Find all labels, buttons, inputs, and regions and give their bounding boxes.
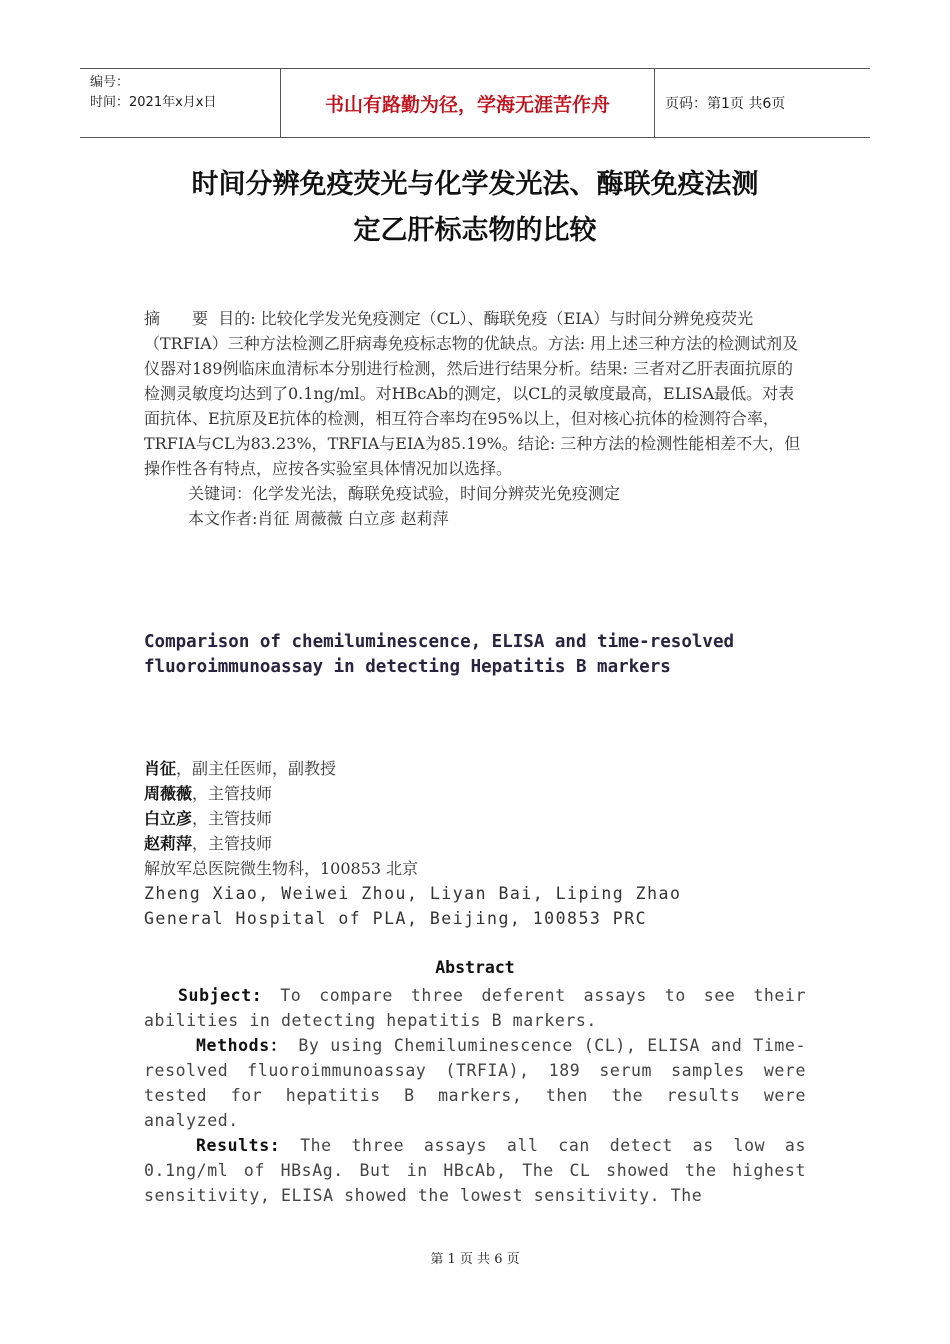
header-page-info: 页码：第1页 共6页 xyxy=(665,96,786,112)
header-meta xyxy=(80,69,280,137)
abstract-results xyxy=(144,1133,806,1208)
author-role: ，主管技师 xyxy=(192,784,273,803)
authors-cn-line: 本文作者:肖征 周薇薇 白立彦 赵莉萍 xyxy=(188,509,449,528)
page-footer: 第 1 页 共 6 页 xyxy=(430,1252,520,1267)
document-title xyxy=(80,162,870,254)
author-entry xyxy=(144,781,824,806)
results-label: Results: xyxy=(196,1136,281,1155)
methods-label: Methods： xyxy=(196,1036,288,1055)
subject-label: Subject: xyxy=(178,986,263,1005)
author-name: 肖征 xyxy=(144,759,177,778)
english-title-line-2: fluoroimmunoassay in detecting Hepatitis B markers xyxy=(144,657,671,677)
author-role: ，副主任医师，副教授 xyxy=(176,759,337,778)
english-title xyxy=(144,630,824,680)
author-entry xyxy=(144,756,824,781)
results-text: The three assays all can detect as low as 0.1ng/ml of HBsAg. But in HBcAb, The CL showed the highest sensitivity, ELISA showed the lowest sensitivity. The xyxy=(144,1136,806,1205)
author-role: ，主管技师 xyxy=(192,809,273,828)
author-entry xyxy=(144,831,824,856)
abstract-cn-label: 摘 要 xyxy=(144,309,209,328)
header-time: 时间：2021年x月x日 xyxy=(90,95,217,110)
subject-text: To compare three deferent assays to see their abilities in detecting hepatitis B markers. xyxy=(144,986,806,1030)
header-motto: 书山有路勤为径，学海无涯苦作舟 xyxy=(280,69,655,137)
affiliation-en: General Hospital of PLA, Beijing, 100853 PRC xyxy=(144,909,648,928)
english-title-line-1: Comparison of chemiluminescence, ELISA and time-resolved xyxy=(144,632,735,652)
title-line-2: 定乙肝标志物的比较 xyxy=(353,215,597,246)
page-header xyxy=(80,68,870,138)
english-abstract xyxy=(144,983,806,1208)
header-number: 编号： xyxy=(90,75,130,90)
abstract-methods xyxy=(144,1033,806,1133)
methods-text: By using Chemiluminescence (CL), ELISA and Time-resolved fluoroimmunoassay (TRFIA), 189 serum samples were tested for hepatitis B markers, then the results were analyzed. xyxy=(144,1036,806,1130)
chinese-abstract xyxy=(144,306,806,531)
affiliation-cn: 解放军总医院微生物科，100853 北京 xyxy=(144,859,419,878)
abstract-subject xyxy=(144,983,806,1033)
author-info xyxy=(144,756,824,931)
author-role: ，主管技师 xyxy=(192,834,273,853)
abstract-cn-paragraph xyxy=(144,306,806,481)
abstract-heading: Abstract xyxy=(435,958,515,977)
author-entry xyxy=(144,806,824,831)
author-name: 周薇薇 xyxy=(144,784,193,803)
abstract-cn-text: 目的: 比较化学发光免疫测定（CL）、酶联免疫（EIA）与时间分辨免疫荧光（TRFIA）三种方法检测乙肝病毒免疫标志物的优缺点。方法: 用上述三种方法的检测试剂及仪器对189例临床血清标本分别进行检测，然后进行结果分析。结果: 三者对乙肝表面抗原的检测灵敏度均达到了0.1ng/ml。对HBcAb的测定，以CL的灵敏度最高，ELISA最低。对表面抗体、E抗原及E抗体的检测，相互符合率均在95%以上，但对核心抗体的检测符合率， TRFIA与CL为83.23%，TRFIA与EIA为85.19%。结论: 三种方法的检测性能相差不大，但操作性各有特点，应按各实验室具体情况加以选择。 xyxy=(144,309,801,478)
author-name: 白立彦 xyxy=(144,809,193,828)
authors-en: Zheng Xiao, Weiwei Zhou, Liyan Bai, Liping Zhao xyxy=(144,884,682,903)
keywords-cn: 关键词：化学发光法，酶联免疫试验，时间分辨荧光免疫测定 xyxy=(188,484,621,503)
author-name: 赵莉萍 xyxy=(144,834,193,853)
title-line-1: 时间分辨免疫荧光与化学发光法、酶联免疫法测 xyxy=(191,169,759,200)
